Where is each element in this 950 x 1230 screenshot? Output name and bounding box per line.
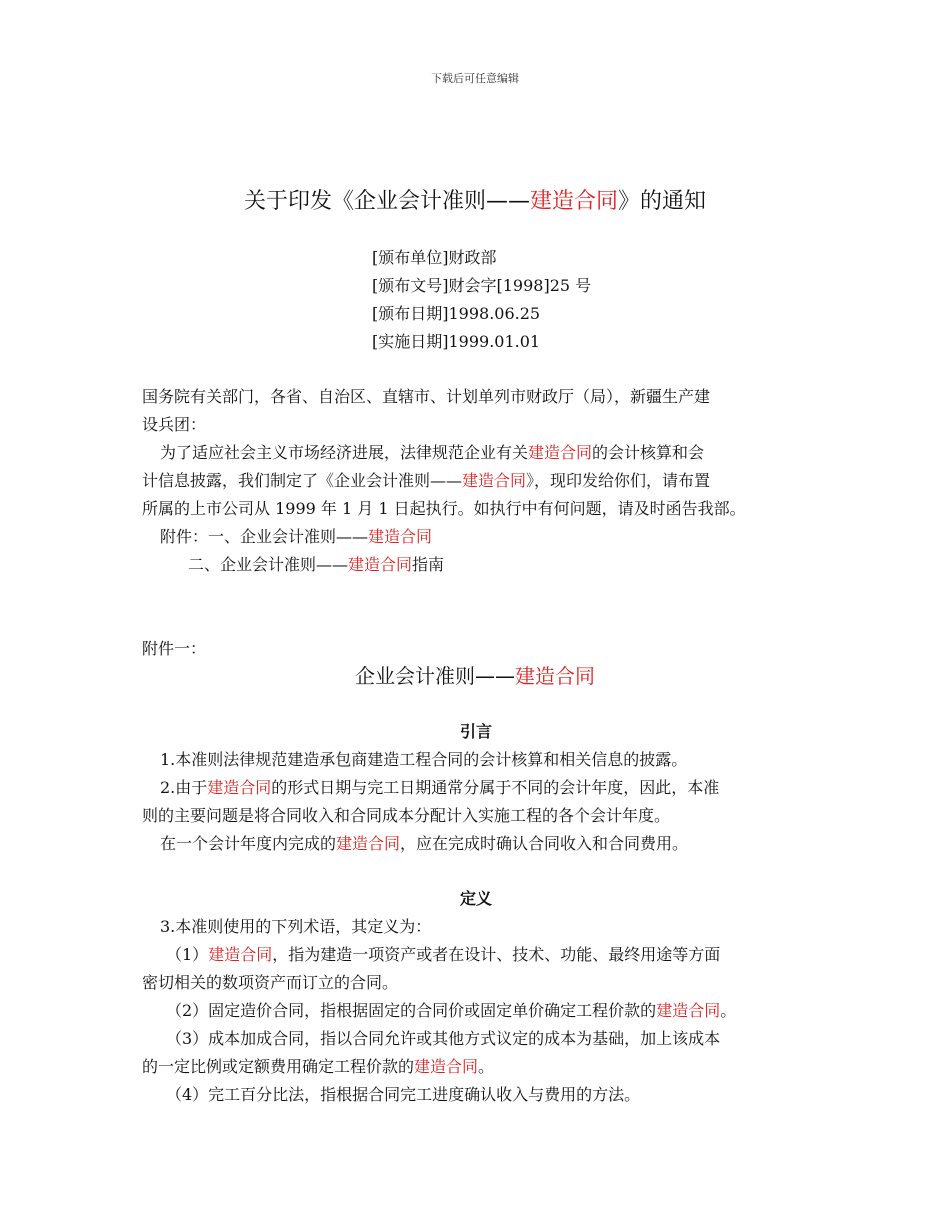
highlight: 建造合同 (348, 555, 413, 574)
definition-3: （3）成本加成合同，指以合同允许或其他方式议定的成本为基础，加上该成本 (166, 1029, 721, 1048)
meta-effective-date: [实施日期]1999.01.01 (372, 332, 541, 351)
text: 的会计核算和会 (592, 443, 705, 462)
intro-item-1: 1.本准则法律规范建造承包商建造工程合同的会计核算和相关信息的披露。 (160, 750, 688, 769)
text: ，应在完成时确认合同收入和合同费用。 (400, 834, 689, 853)
text: 》，现印发给你们，请布置 (526, 471, 711, 490)
text: 二、企业会计准则—— (188, 555, 349, 574)
intro-item-2-line2: 则的主要问题是将合同收入和合同成本分配计入实施工程的各个会计年度。 (142, 806, 671, 825)
title-highlight: 建造合同 (529, 189, 618, 214)
text: 企业会计准则—— (355, 664, 515, 688)
definition-intro: 3.本准则使用的下列术语，其定义为： (160, 917, 432, 936)
text: 。 (720, 1001, 737, 1020)
highlight: 建造合同 (462, 471, 527, 490)
text: 。 (478, 1057, 495, 1076)
text: 的形式日期与完工日期通常分属于不同的会计年度，因此，本准 (271, 778, 720, 797)
appendix-label-text: 附件一： (142, 639, 207, 658)
highlight: 建造合同 (207, 778, 272, 797)
meta-unit: [颁布单位]财政部 (372, 248, 497, 267)
attachment-2 (142, 551, 810, 579)
appendix-label (142, 635, 810, 663)
text: 附件：一、企业会计准则—— (160, 527, 369, 546)
definition-1 (142, 941, 810, 969)
title-post: 》的通知 (618, 189, 707, 214)
notice-paragraph-line3: 所属的上市公司从 1999 年 1 月 1 日起执行。如执行中有何问题，请及时函告我部。 (142, 499, 746, 518)
highlight: 建造合同 (515, 664, 595, 688)
intro-heading: 引言 (459, 722, 492, 741)
addressee-line1: 国务院有关部门，各省、自治区、直辖市、计划单列市财政厅（局），新疆生产建 (142, 387, 711, 406)
text: 为了适应社会主义市场经济进展，法律规范企业有关 (160, 443, 529, 462)
notice-paragraph-line1 (142, 439, 810, 467)
highlight: 建造合同 (656, 1001, 721, 1020)
document-title (0, 184, 950, 215)
notice-body (142, 383, 810, 579)
text: ，指为建造一项资产或者在设计、技术、功能、最终用途等方面 (272, 945, 721, 964)
appendix-title (0, 660, 950, 689)
highlight: 建造合同 (208, 945, 273, 964)
definition-1-line2: 密切相关的数项资产而订立的合同。 (142, 973, 399, 992)
text: 指南 (412, 555, 445, 574)
text: 在一个会计年度内完成的 (160, 834, 337, 853)
text: 的一定比例或定额费用确定工程价款的 (142, 1057, 415, 1076)
definition-heading: 定义 (459, 889, 492, 908)
meta-doc-no: [颁布文号]财会字[1998]25 号 (372, 276, 592, 295)
addressee-line2: 设兵团： (142, 415, 207, 434)
definition-3-line2 (142, 1053, 810, 1081)
highlight: 建造合同 (336, 834, 401, 853)
text: （2）固定造价合同，指根据固定的合同价或固定单价确定工程价款的 (166, 1001, 657, 1020)
attachment-1 (142, 523, 810, 551)
page-header-note: 下载后可任意编辑 (431, 72, 519, 85)
meta-issue-date: [颁布日期]1998.06.25 (372, 304, 541, 323)
definition-2 (142, 997, 810, 1025)
text: （1） (166, 945, 209, 964)
intro-section (142, 718, 810, 858)
highlight: 建造合同 (414, 1057, 479, 1076)
highlight: 建造合同 (368, 527, 433, 546)
definition-4: （4）完工百分比法，指根据合同完工进度确认收入与费用的方法。 (166, 1085, 641, 1104)
issuance-metadata (372, 244, 591, 356)
intro-item-2 (142, 774, 810, 802)
highlight: 建造合同 (528, 443, 593, 462)
intro-item-3 (142, 830, 810, 858)
definition-section (142, 885, 810, 1109)
text: 计信息披露，我们制定了《企业会计准则—— (142, 471, 463, 490)
notice-paragraph-line2 (142, 467, 810, 495)
title-pre: 关于印发《企业会计准则—— (243, 189, 530, 214)
text: 2.由于 (160, 778, 208, 797)
